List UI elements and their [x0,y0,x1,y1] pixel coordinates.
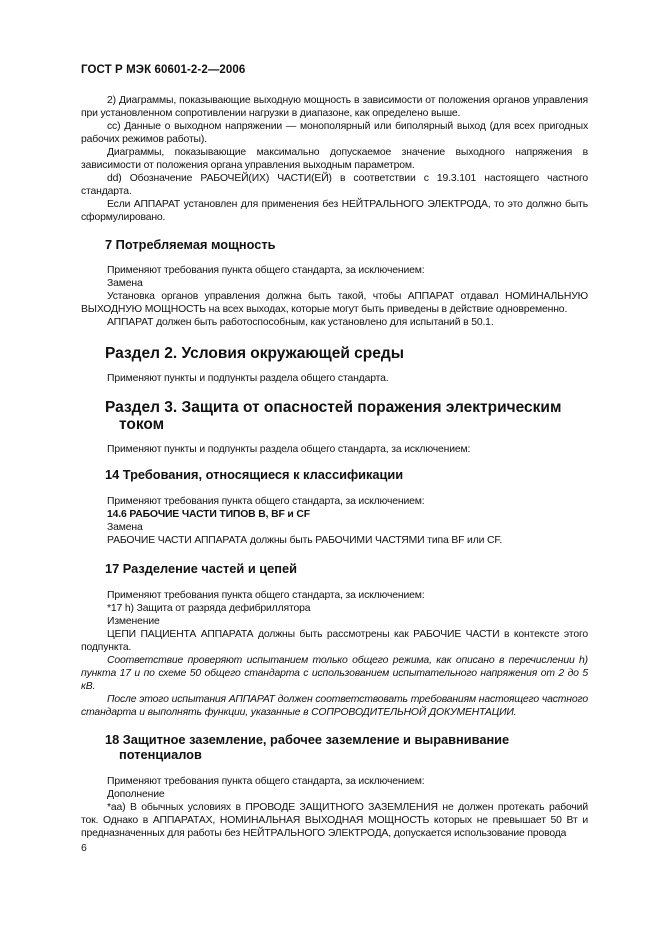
section-18-title [105,732,585,762]
section-18-paragraph-2: Дополнение [107,789,165,800]
section-18-paragraph-1: Применяют требования пункта общего стандарта, за исключением: [107,776,425,787]
section-17-compliance-text: Соответствие проверяют испытанием только общего режима, как описано в перечислении h) пункта 17 и по схеме 50 общего стандарта с использованием испытательного напряжения от 2 до 5 кВ. [81,655,588,692]
intro-paragraph-3: Диаграммы, показывающие максимально допускаемое значение выходного напряжения в зависимости от положения органа управления выходным параметром. [81,147,588,171]
section-17-title: 17 Разделение частей и цепей [105,561,297,576]
section-17-paragraph-3: Изменение [107,616,160,627]
section-14-title: 14 Требования, относящиеся к классификации [105,467,404,482]
section-7-title: 7 Потребляемая мощность [105,237,276,252]
section-7-paragraph-3: Установка органов управления должна быть такой, чтобы АППАРАТ отдавал НОМИНАЛЬНУЮ ВЫХОДНУЮ МОЩНОСТЬ на всех выходах, которые могут быть приведены в действие одновременно. [81,291,588,315]
section-18-title-line-1: 18 Защитное заземление, рабочее заземление и выравнивание [105,732,510,747]
part-3-title-line-2: током [119,416,165,433]
part-3-title [105,399,605,433]
section-7-paragraph-2: Замена [107,278,143,289]
section-7-paragraph-4: АППАРАТ должен быть работоспособным, как установлено для испытаний в 50.1. [107,317,494,328]
section-18-title-line-2: потенциалов [119,747,202,762]
part-2-title: Раздел 2. Условия окружающей среды [105,345,404,362]
section-17-test-note: После этого испытания АППАРАТ должен соответствовать требованиям настоящего частного стандарта и выполнять функции, указанные в СОПРОВОДИТЕЛЬНОЙ ДОКУМЕНТАЦИИ. [81,694,588,718]
section-14-paragraph-3: РАБОЧИЕ ЧАСТИ АППАРАТА должны быть РАБОЧИМИ ЧАСТЯМИ типа BF или CF. [107,535,503,546]
section-7-paragraph-1: Применяют требования пункта общего стандарта, за исключением: [107,265,425,276]
section-17-paragraph-2: *17 h) Защита от разряда дефибриллятора [107,603,311,614]
intro-paragraph-1: 2) Диаграммы, показывающие выходную мощность в зависимости от положения органов управления при установленном сопротивлении нагрузки в диапазоне, как определено выше. [81,95,588,119]
section-14-subtitle: 14.6 РАБОЧИЕ ЧАСТИ ТИПОВ B, BF и CF [107,509,310,520]
part-3-paragraph: Применяют пункты и подпункты раздела общего стандарта, за исключением: [107,444,471,455]
section-17-paragraph-4: ЦЕПИ ПАЦИЕНТА АППАРАТА должны быть рассмотрены как РАБОЧИЕ ЧАСТИ в контексте этого подпункта. [81,629,588,653]
intro-paragraph-2: cc) Данные о выходном напряжении — монополярный или биполярный выход (для всех пригодных рабочих режимов работы). [81,121,588,145]
intro-paragraph-4: dd) Обозначение РАБОЧЕЙ(ИХ) ЧАСТИ(ЕЙ) в соответствии с 19.3.101 настоящего частного стандарта. [81,173,588,197]
page-number: 6 [81,843,87,854]
section-18-paragraph-3: *аа) В обычных условиях в ПРОВОДЕ ЗАЩИТНОГО ЗАЗЕМЛЕНИЯ не должен протекать рабочий ток. Однако в АППАРАТАХ, НОМИНАЛЬНАЯ ВЫХОДНАЯ МОЩНОСТЬ которых не превышает 50 Вт и предназначенных для работы без НЕЙТРАЛЬНОГО ЭЛЕКТРОДА, допускается использование провода [81,802,588,839]
intro-paragraph-5: Если АППАРАТ установлен для применения без НЕЙТРАЛЬНОГО ЭЛЕКТРОДА, то это должно быть сформулировано. [81,199,588,223]
part-2-paragraph: Применяют пункты и подпункты раздела общего стандарта. [107,373,389,384]
section-14-paragraph-2: Замена [107,522,143,533]
part-3-title-line-1: Раздел 3. Защита от опасностей поражения электрическим [105,399,562,416]
section-17-paragraph-1: Применяют требования пункта общего стандарта, за исключением: [107,590,425,601]
document-header: ГОСТ Р МЭК 60601-2-2—2006 [81,64,246,76]
section-14-paragraph-1: Применяют требования пункта общего стандарта, за исключением: [107,496,425,507]
